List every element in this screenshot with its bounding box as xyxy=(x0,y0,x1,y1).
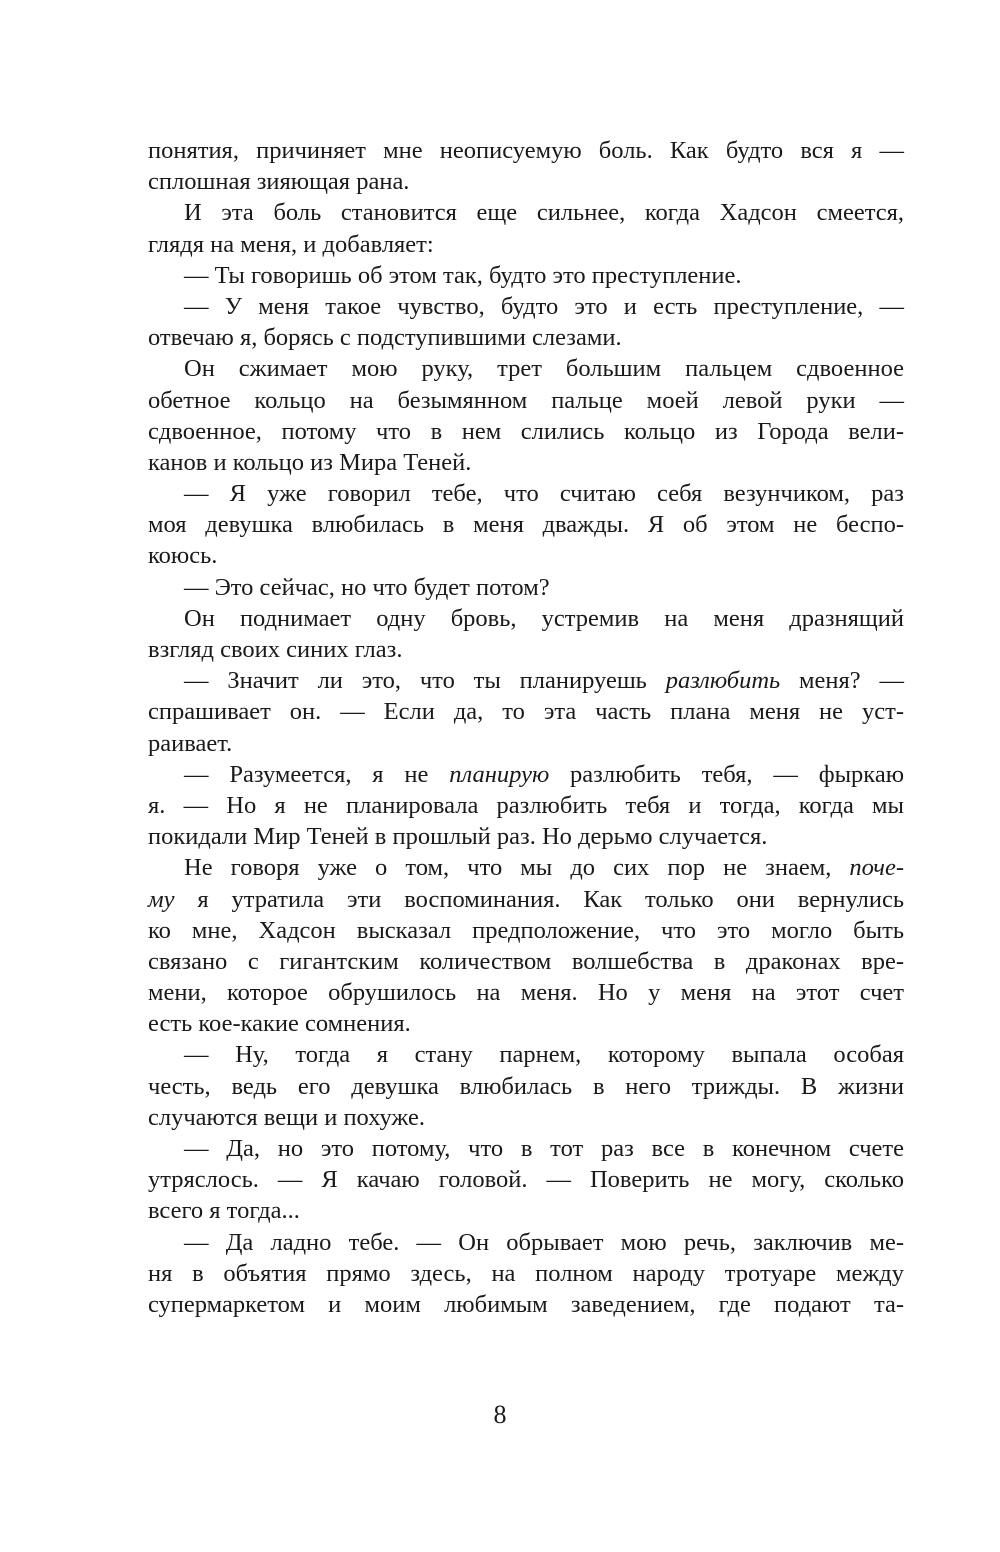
body-text xyxy=(148,135,904,1320)
text-line: сдвоенное, потому что в нем слились кольцо из Города вели- xyxy=(148,417,904,445)
text-segment: — Значит ли это, что ты планируешь xyxy=(184,667,666,695)
text-line xyxy=(148,759,904,790)
text-line xyxy=(148,852,904,883)
page-number: 8 xyxy=(493,1400,507,1429)
text-line: мени, которое обрушилось на меня. Но у меня на этот счет xyxy=(148,979,904,1007)
text-line: обетное кольцо на безымянном пальце моей левой руки — xyxy=(148,386,904,414)
text-line: ня в объятия прямо здесь, на полном народу тротуаре между xyxy=(148,1259,904,1287)
text-line: — Ты говоришь об этом так, будто это преступление. xyxy=(184,261,742,289)
italic-emphasis: планирую xyxy=(449,760,550,788)
text-line: канов и кольцо из Мира Теней. xyxy=(148,448,472,476)
text-line: коюсь. xyxy=(148,542,218,570)
text-segment: меня? — xyxy=(780,667,905,695)
text-line: отвечаю я, борясь с подступившими слезами. xyxy=(148,324,622,352)
text-line xyxy=(148,665,904,696)
text-line: Он сжимает мою руку, трет большим пальцем сдвоенное xyxy=(184,355,904,383)
text-line: моя девушка влюбилась в меня дважды. Я об этом не беспо- xyxy=(148,511,904,539)
text-line: — У меня такое чувство, будто это и есть преступление, — xyxy=(184,292,904,320)
text-line: — Я уже говорил тебе, что считаю себя везунчиком, раз xyxy=(184,480,904,508)
text-line: — Ну, тогда я стану парнем, которому выпала особая xyxy=(184,1041,904,1069)
text-line: взгляд своих синих глаз. xyxy=(148,636,403,663)
text-line: связано с гигантским количеством волшебства в драконах вре- xyxy=(148,947,904,975)
text-line: раивает. xyxy=(148,729,233,757)
text-line: всего я тогда... xyxy=(148,1197,300,1225)
text-line: И эта боль становится еще сильнее, когда Хадсон смеется, xyxy=(184,199,904,227)
text-line: есть кое-какие сомнения. xyxy=(148,1010,411,1038)
text-line: Он поднимает одну бровь, устремив на меня дразнящий xyxy=(184,604,904,632)
text-line: — Да, но это потому, что в тот раз все в конечном счете xyxy=(184,1135,904,1162)
text-line: утряслось. — Я качаю головой. — Поверить не могу, сколько xyxy=(148,1166,904,1194)
text-line: глядя на меня, и добавляет: xyxy=(148,230,434,258)
text-line: — Это сейчас, но что будет потом? xyxy=(184,573,550,601)
text-line: сплошная зияющая рана. xyxy=(148,168,410,196)
text-line: ко мне, Хадсон высказал предположение, что это могло быть xyxy=(148,916,904,944)
text-line xyxy=(148,884,904,915)
text-line: понятия, причиняет мне неописуемую боль. Как будто вся я — xyxy=(148,137,904,164)
text-segment: Не говоря уже о том, что мы до сих пор не знаем, xyxy=(184,854,850,882)
text-segment: я утратила эти воспоминания. Как только они вернулись xyxy=(174,885,904,913)
text-line: я. — Но я не планировала разлюбить тебя и тогда, когда мы xyxy=(148,791,904,819)
italic-emphasis: му xyxy=(148,885,175,913)
italic-emphasis: разлюбить xyxy=(665,667,781,695)
text-line: честь, ведь его девушка влюбилась в него трижды. В жизни xyxy=(148,1072,904,1100)
text-line: случаются вещи и похуже. xyxy=(148,1103,426,1131)
text-line: супермаркетом и моим любимым заведением, где подают та- xyxy=(148,1290,904,1318)
italic-emphasis: поче- xyxy=(849,854,904,882)
text-line: — Да ладно тебе. — Он обрывает мою речь, заключив ме- xyxy=(184,1228,904,1256)
text-line: покидали Мир Теней в прошлый раз. Но дерьмо случается. xyxy=(148,823,768,851)
text-segment: — Разумеется, я не xyxy=(184,760,450,788)
text-line: спрашивает он. — Если да, то эта часть плана меня не уст- xyxy=(148,698,904,726)
text-segment: разлюбить тебя, — фыркаю xyxy=(549,760,904,788)
